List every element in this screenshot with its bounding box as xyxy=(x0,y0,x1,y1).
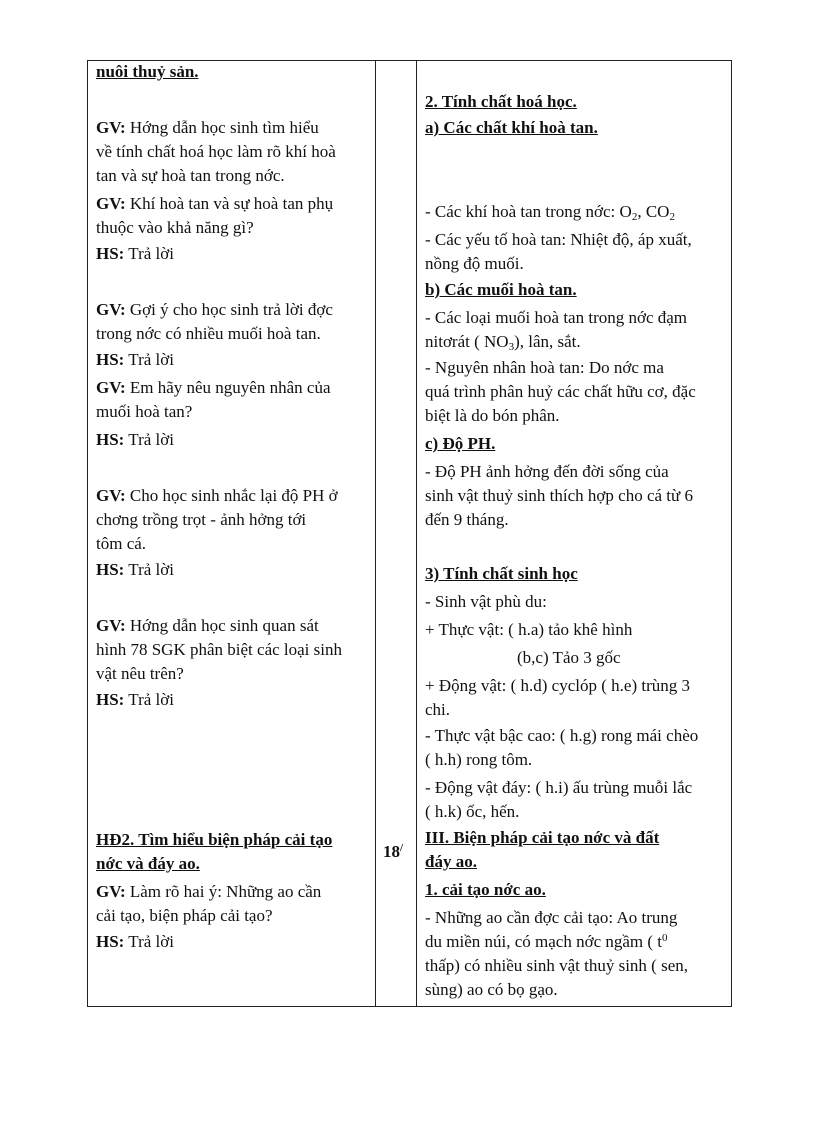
subscript: 2 xyxy=(669,211,675,223)
line-text: Trả lời xyxy=(124,932,174,951)
line-text: Hớng dẫn học sinh tìm hiểu xyxy=(125,118,319,137)
content-line: sùng) ao có bọ gạo. xyxy=(425,980,558,999)
line-text: Trả lời xyxy=(124,690,174,709)
student-line xyxy=(96,689,174,711)
content-line: sinh vật thuỷ sinh thích hợp cho cá từ 6 xyxy=(425,486,693,505)
line-text: Gợi ý cho học sinh trả lời đợc xyxy=(125,300,333,319)
speaker-label: HS: xyxy=(96,244,125,263)
content-line: nồng độ muối. xyxy=(425,254,524,273)
text-line: về tính chất hoá học làm rõ khí hoà xyxy=(96,142,336,161)
content-line: - Thực vật bậc cao: ( h.g) rong mái chèo xyxy=(425,726,699,745)
speaker-label: HS: xyxy=(96,560,125,579)
section-heading: 3) Tính chất sinh học xyxy=(425,564,578,583)
line-text: Trả lời xyxy=(124,430,174,449)
subscript: 2 xyxy=(631,211,638,223)
text-line: muối hoà tan? xyxy=(96,402,193,421)
teacher-line xyxy=(96,615,319,637)
line-text: - Các khí hoà tan trong nớc: O xyxy=(425,202,632,221)
text-line: hình 78 SGK phân biệt các loại sinh xyxy=(96,640,342,659)
teacher-line xyxy=(96,881,321,903)
student-line xyxy=(96,429,174,451)
section-heading: đáy ao. xyxy=(425,852,477,871)
teacher-line xyxy=(96,117,319,139)
text-line: tan và sự hoà tan trong nớc. xyxy=(96,166,285,185)
subsection-heading: a) Các chất khí hoà tan. xyxy=(425,118,598,137)
speaker-label: GV: xyxy=(96,486,126,505)
line-text: Trả lời xyxy=(124,244,174,263)
teacher-line xyxy=(96,193,333,215)
content-line: + Động vật: ( h.d) cyclóp ( h.e) trùng 3 xyxy=(425,676,690,695)
teacher-line xyxy=(96,299,333,321)
line-text: , CO xyxy=(637,202,670,221)
text-line: cải tạo, biện pháp cải tạo? xyxy=(96,906,273,925)
content-line: biệt là do bón phân. xyxy=(425,406,560,425)
speaker-label: GV: xyxy=(96,616,126,635)
content-line: - Các yếu tố hoà tan: Nhiệt độ, áp xuất, xyxy=(425,230,692,249)
teacher-line xyxy=(96,377,331,399)
text-line: tôm cá. xyxy=(96,534,147,553)
speaker-label: GV: xyxy=(96,194,126,213)
student-line xyxy=(96,243,174,265)
column-divider-1 xyxy=(375,61,376,1006)
subsection-heading: 1. cải tạo nớc ao. xyxy=(425,880,546,899)
line-text: du miền núi, có mạch nớc ngầm ( t xyxy=(425,932,663,951)
lesson-table xyxy=(87,60,732,1007)
time-number: 18 xyxy=(383,842,400,861)
line-text: Hớng dẫn học sinh quan sát xyxy=(125,616,319,635)
activity-heading: HĐ2. Tìm hiểu biện pháp cải tạo xyxy=(96,830,333,849)
time-mark: / xyxy=(400,842,404,854)
content-line: quá trình phân huỷ các chất hữu cơ, đặc xyxy=(425,382,696,401)
subscript: 3 xyxy=(508,341,515,353)
content-line: - Sinh vật phù du: xyxy=(425,592,547,611)
content-line: thấp) có nhiều sinh vật thuỷ sinh ( sen, xyxy=(425,956,688,975)
content-line: + Thực vật: ( h.a) tảo khê hình xyxy=(425,620,633,639)
speaker-label: GV: xyxy=(96,378,126,397)
speaker-label: GV: xyxy=(96,882,126,901)
line-text: Trả lời xyxy=(124,560,174,579)
teacher-line xyxy=(96,485,338,507)
content-line: - Độ PH ảnh hởng đến đời sống của xyxy=(425,462,669,481)
content-line: - Những ao cần đợc cải tạo: Ao trung xyxy=(425,908,678,927)
superscript: 0 xyxy=(662,932,668,944)
speaker-label: HS: xyxy=(96,430,125,449)
speaker-label: GV: xyxy=(96,118,126,137)
line-text: Làm rõ hai ý: Những ao cần xyxy=(125,882,322,901)
activity-heading: nớc và đáy ao. xyxy=(96,854,200,873)
content-line: - Động vật đáy: ( h.i) ấu trùng muỗi lắc xyxy=(425,778,693,797)
text-line: chơng trồng trọt - ảnh hởng tới xyxy=(96,510,307,529)
content-line: - Các loại muối hoà tan trong nớc đạm xyxy=(425,308,688,327)
speaker-label: HS: xyxy=(96,350,125,369)
speaker-label: GV: xyxy=(96,300,126,319)
content-line: - Nguyên nhân hoà tan: Do nớc ma xyxy=(425,358,664,377)
line-text: Em hãy nêu nguyên nhân của xyxy=(125,378,331,397)
text-line: vật nêu trên? xyxy=(96,664,184,683)
content-line xyxy=(425,201,675,223)
section-heading: 2. Tính chất hoá học. xyxy=(425,92,577,111)
content-line: (b,c) Tảo 3 gốc xyxy=(517,648,621,667)
line-text: nitơrát ( NO xyxy=(425,332,509,351)
speaker-label: HS: xyxy=(96,932,125,951)
column-divider-2 xyxy=(416,61,417,1006)
text-line: thuộc vào khả năng gì? xyxy=(96,218,254,237)
line-text: Trả lời xyxy=(124,350,174,369)
content-line xyxy=(425,931,668,953)
text-line: trong nớc có nhiều muối hoà tan. xyxy=(96,324,321,343)
section-heading: nuôi thuỷ sản. xyxy=(96,62,199,81)
line-text: Cho học sinh nhắc lại độ PH ở xyxy=(125,486,338,505)
section-heading: III. Biện pháp cải tạo nớc và đất xyxy=(425,828,660,847)
content-line: đến 9 tháng. xyxy=(425,510,509,529)
subsection-heading: c) Độ PH. xyxy=(425,434,496,453)
time-value xyxy=(383,841,403,863)
line-text: Khí hoà tan và sự hoà tan phụ xyxy=(125,194,334,213)
student-line xyxy=(96,559,174,581)
content-line: ( h.k) ốc, hến. xyxy=(425,802,520,821)
student-line xyxy=(96,349,174,371)
student-line xyxy=(96,931,174,953)
line-text: ), lân, sắt. xyxy=(514,332,581,351)
content-line: ( h.h) rong tôm. xyxy=(425,750,533,769)
speaker-label: HS: xyxy=(96,690,125,709)
subsection-heading: b) Các muối hoà tan. xyxy=(425,280,577,299)
content-line: chi. xyxy=(425,700,451,719)
content-line xyxy=(425,331,581,353)
